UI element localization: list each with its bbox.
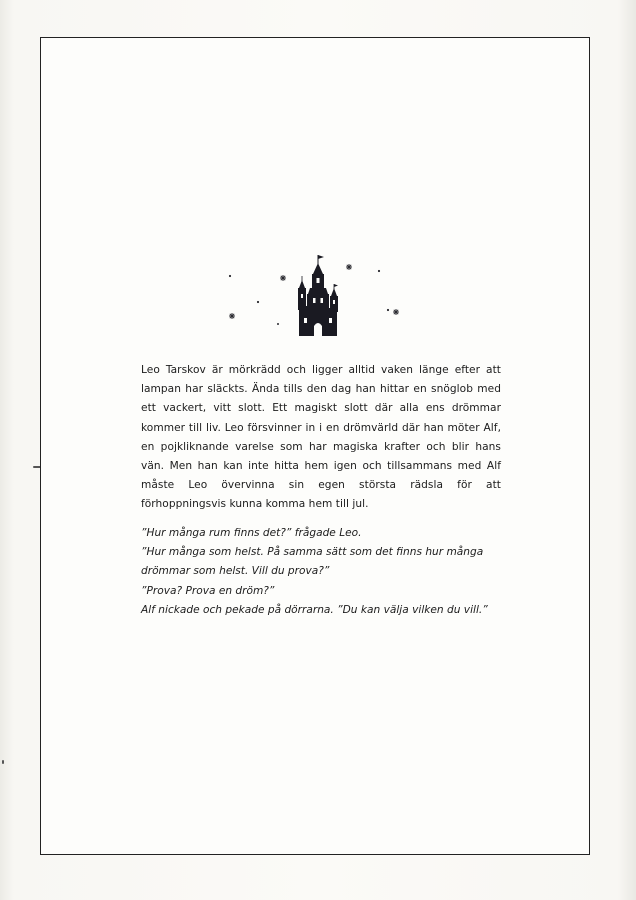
- dialogue-line: drömmar som helst. Vill du prova?”: [141, 565, 330, 578]
- dialogue-line: Alf nickade och pekade på dörrarna. ”Du kan välja vilken du vill.”: [141, 603, 488, 616]
- dialogue-excerpt: [141, 524, 521, 620]
- blurb-paragraph: Leo Tarskov är mörkrädd och ligger alltid vaken länge efter att lampan har släckts. Ända tills den dag han hittar en snöglob med ett vackert, vitt slott. Ett magiskt slott där alla ens drömmar kommer till liv. Leo försvinner in i en drömvärld där han möter Alf, en pojkliknande varelse som har magiska krafter och blir hans vän. Men han kan inte hitta hem igen och tillsammans med Alf måste Leo övervinna sin egen största rädsla för att förhoppningsvis kunna komma hem till jul.: [141, 364, 501, 511]
- paper-mark: [2, 760, 4, 764]
- back-cover-blurb: [141, 361, 501, 515]
- dialogue-line: ”Hur många som helst. På samma sätt som det finns hur många: [141, 546, 484, 559]
- castle-emblem: [218, 250, 418, 345]
- castle-icon: [298, 255, 338, 336]
- dialogue-line: ”Hur många rum finns det?” frågade Leo.: [141, 527, 362, 539]
- dialogue-line: ”Prova? Prova en dröm?”: [141, 584, 275, 597]
